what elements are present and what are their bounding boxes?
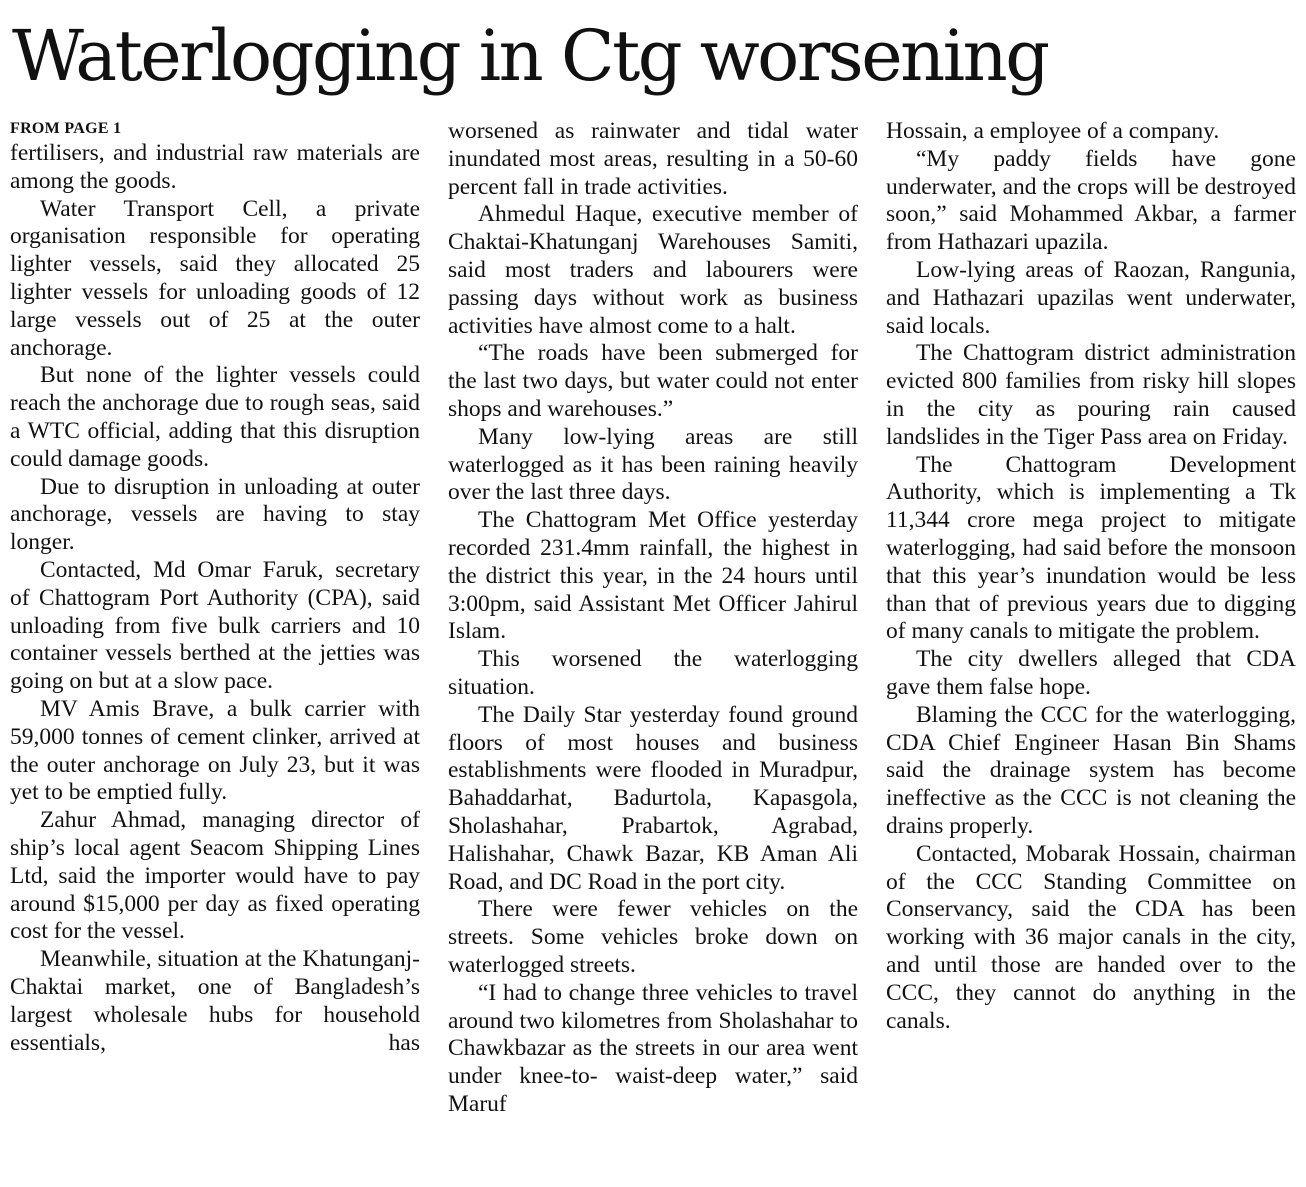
paragraph: MV Amis Brave, a bulk carrier with 59,000 tonnes of cement clinker, arrived at the outer anchorage on July 23, but it was yet to be emptied fully.	[10, 695, 420, 806]
paragraph: “My paddy fields have gone underwater, and the crops will be destroyed soon,” said Mohammed Akbar, a farmer from Hathazari upazila.	[886, 145, 1296, 256]
paragraph: The Chattogram Development Authority, which is implementing a Tk 11,344 crore mega project to mitigate waterlogging, had said before the monsoon that this year’s inundation would be less than that of previous years due to digging of many canals to mitigate the problem.	[886, 451, 1296, 645]
headline: Waterlogging in Ctg worsening	[12, 15, 1048, 97]
paragraph: Ahmedul Haque, executive member of Chaktai-Khatunganj Warehouses Samiti, said most traders and labourers were passing days without work as business activities have almost come to a halt.	[448, 201, 858, 339]
paragraph: Contacted, Mobarak Hossain, chairman of the CCC Standing Committee on Conservancy, said the CDA has been working with 36 major canals in the city, and until those are handed over to the CCC, they cannot do anything in the canals.	[886, 840, 1296, 1034]
paragraph: This worsened the waterlogging situation.	[448, 646, 858, 700]
paragraph: Due to disruption in unloading at outer anchorage, vessels are having to stay longer.	[10, 473, 420, 556]
paragraph: There were fewer vehicles on the streets. Some vehicles broke down on waterlogged streets.	[448, 896, 858, 978]
paragraph: But none of the lighter vessels could reach the anchorage due to rough seas, said a WTC official, adding that this disruption could damage goods.	[10, 362, 420, 472]
paragraph: Low-lying areas of Raozan, Rangunia, and Hathazari upazilas went underwater, said locals.	[886, 256, 1296, 339]
paragraph: The Daily Star yesterday found ground floors of most houses and business establishments were flooded in Muradpur, Bahaddarhat, Badurtola, Kapasgola, Sholashahar, Prabartok, Agrabad, Halishahar, Chawk Bazar, KB Aman Ali Road, and DC Road in the port city.	[448, 701, 858, 895]
paragraph: Water Transport Cell, a private organisation responsible for operating lighter vessels, said they allocated 25 lighter vessels for unloading goods of 12 large vessels out of 25 at the outer anchorage.	[10, 195, 420, 361]
continuation-kicker: FROM PAGE 1	[10, 120, 122, 137]
paragraph: “I had to change three vehicles to travel around two kilometres from Sholashahar to Chawkbazar as the streets in our area went under knee-to- waist-deep water,” said Maruf	[448, 979, 858, 1117]
article-column-1	[10, 118, 420, 1057]
paragraph: Many low-lying areas are still waterlogged as it has been raining heavily over the last three days.	[448, 423, 858, 506]
paragraph: fertilisers, and industrial raw materials are among the goods.	[10, 140, 420, 194]
paragraph: The Chattogram Met Office yesterday recorded 231.4mm rainfall, the highest in the district this year, in the 24 hours until 3:00pm, said Assistant Met Officer Jahirul Islam.	[448, 507, 858, 645]
paragraph: Blaming the CCC for the waterlogging, CDA Chief Engineer Hasan Bin Shams said the drainage system has become ineffective as the CCC is not cleaning the drains properly.	[886, 701, 1296, 839]
paragraph: Contacted, Md Omar Faruk, secretary of Chattogram Port Authority (CPA), said unloading from five bulk carriers and 10 container vessels berthed at the jetties was going on but at a slow pace.	[10, 556, 420, 695]
article-column-2	[448, 118, 858, 1119]
paragraph: Hossain, a employee of a company.	[886, 118, 1220, 144]
paragraph: Meanwhile, situation at the Khatunganj-Chaktai market, one of Bangladesh’s largest wholesale hubs for household essentials, has	[10, 946, 420, 1056]
paragraph: “The roads have been submerged for the last two days, but water could not enter shops and warehouses.”	[448, 340, 858, 422]
article-column-3	[886, 118, 1296, 1035]
paragraph: The Chattogram district administration evicted 800 families from risky hill slopes in the city as pouring rain caused landslides in the Tiger Pass area on Friday.	[886, 340, 1296, 450]
paragraph: The city dwellers alleged that CDA gave them false hope.	[886, 646, 1296, 700]
paragraph: Zahur Ahmad, managing director of ship’s local agent Seacom Shipping Lines Ltd, said the importer would have to pay around $15,000 per day as fixed operating cost for the vessel.	[10, 807, 420, 945]
paragraph: worsened as rainwater and tidal water inundated most areas, resulting in a 50-60 percent fall in trade activities.	[448, 118, 858, 200]
